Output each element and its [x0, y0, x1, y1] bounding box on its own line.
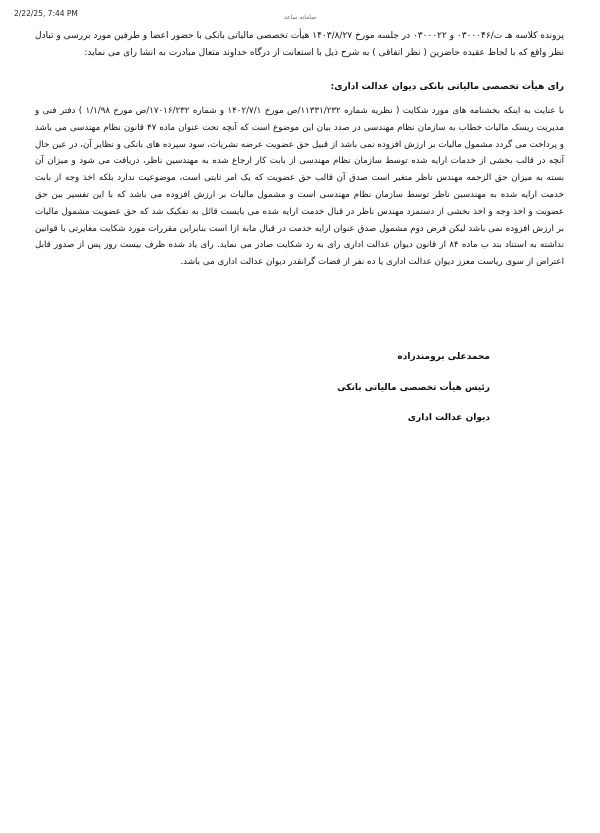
signatory-name: محمدعلی برومندزاده — [397, 352, 490, 362]
ruling-heading: رای هیأت تخصصی مالیاتی بانکی دیوان عدالت اداری: — [330, 82, 564, 92]
print-timestamp: 2/22/25, 7:44 PM — [14, 9, 78, 18]
document-content — [35, 28, 564, 271]
case-intro-paragraph: پرونده کلاسه هـ ت/۰۳۰۰۰۴۶ و ۰۳۰۰۰۲۲ در جلسه مورخ ۱۴۰۳/۸/۲۷ هیأت تخصصی مالیاتی بانکی با حضور اعضا و طرفین مورد بررسی و تبادل نظر واقع که با لحاظ عقیده حاضرین ( نظر اتفاقی ) به شرح ذیل با استعانت از درگاه خداوند متعال مبادرت به انشا رای می نماید: — [35, 31, 564, 58]
site-name: سامانه ساعد — [283, 14, 317, 21]
signature-block — [337, 342, 490, 434]
ruling-body-paragraph: با عنایت به اینکه بخشنامه های مورد شکایت ( نظریه شماره ۱۱۳۳۱/۲۳۲/ص مورخ ۱۴۰۲/۷/۱ و شماره ۱۷۰۱۶/۲۳۲/ص مورخ ۱/۱/۹۸ ) دفتر فنی و مدیریت ریسک مالیات خطاب به سازمان نظام مهندسی در صدد بیان این موضوع است که آنچه تحت عنوان ماده ۴۷ قانون نظام مهندسی می باشد و پرداخت می گردد مشمول مالیات بر ارزش افزوده نمی باشد از قبیل حق عضویت عرضه نشریات، سود سپرده های بانکی و نظایر آن، در عین حال آنچه در قالب بخشی از خدمات ارایه شده توسط سازمان نظام مهندسی از بابت کار ارجاع شده به مهندسین ناظر، دریافت می شود و میزان آن بسته به میزان حق الزحمه مهندس ناظر متغیر است صدق آن قالب حق عضویت که یک امر ثابتی است، موضوعیت ندارد بلکه اخذ وجه از بابت خدمت ارایه شده به مهندسین ناظر توسط سازمان نظام مهندسی است و مشمول مالیات بر ارزش افزوده می باشد که با این تفسیر بین حق عضویت و اخذ وجه و اخذ بخشی از دستمزد مهندس ناظر در قبال خدمت ارایه شده می بایست قائل به تفکیک شد که حق عضویت مشمول مالیات بر ارزش افزوده نمی باشد لیکن فرض دوم مشمول صدق عنوان ارایه خدمت در قبال مابه ازا است بنابراین مقررات مورد شکایت مغایرتی با قوانین نداشته به استناد بند ب ماده ۸۴ از قانون دیوان عدالت اداری رای به رد شکایت صادر می نماید. رای یاد شده ظرف بیست روز پس از صدور قابل اعتراض از سوی ریاست معزز دیوان عدالت اداری یا ده نفر از قضات گرانقدر دیوان عدالت اداری می باشد. — [35, 106, 565, 268]
signatory-title: رئیس هیأت تخصصی مالیاتی بانکی — [337, 382, 490, 393]
signatory-organization: دیوان عدالت اداری — [407, 413, 490, 423]
